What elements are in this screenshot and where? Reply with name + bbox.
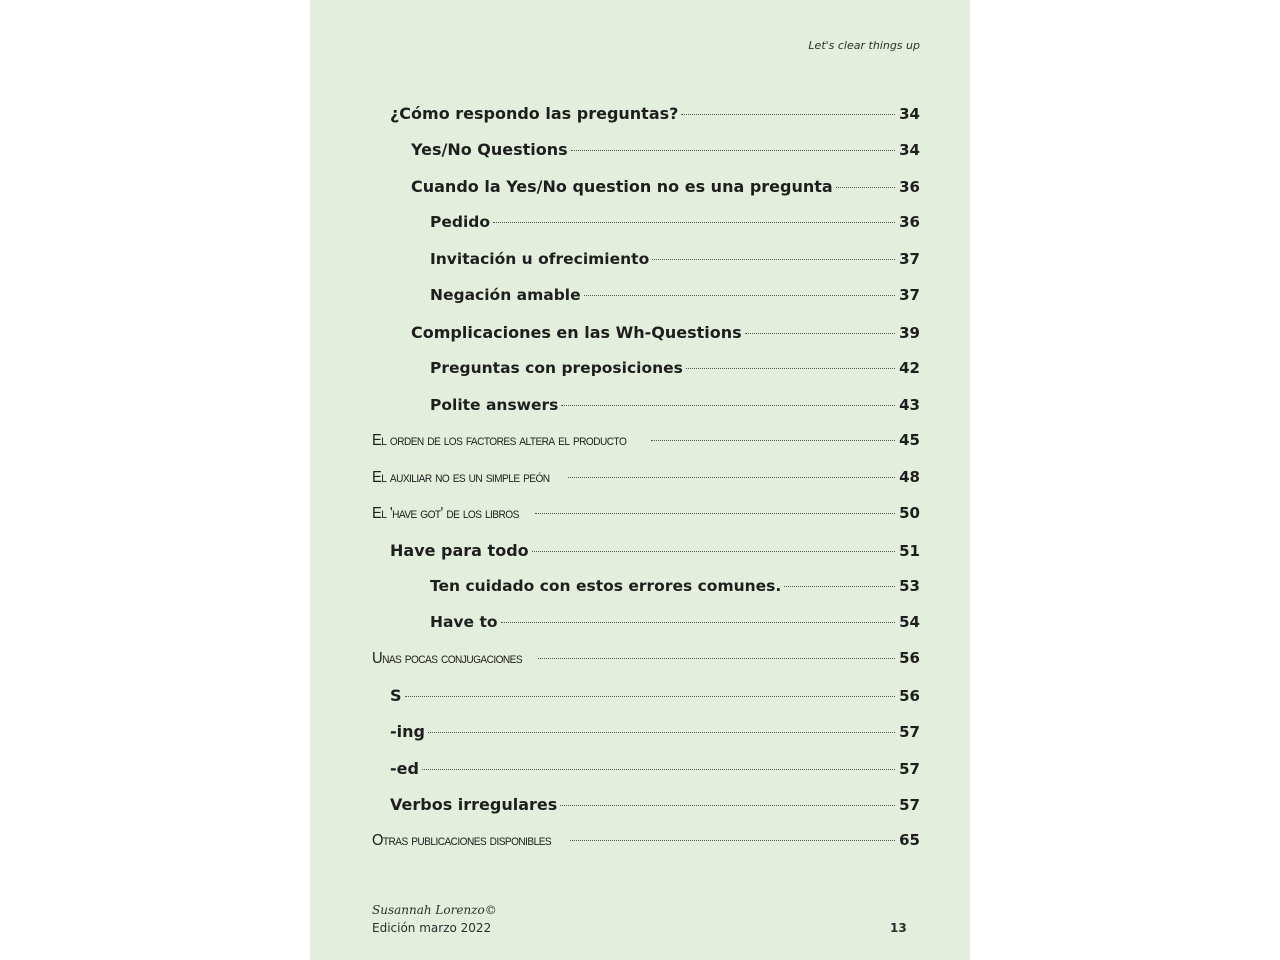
- toc-leader-dots: [428, 732, 895, 733]
- toc-entry-page: 37: [899, 250, 920, 268]
- toc-entry-title: Complicaciones en las Wh-Questions: [411, 323, 742, 342]
- toc-entry-title: El 'have got' de los libros: [372, 505, 519, 522]
- toc-leader-dots: [651, 440, 895, 441]
- toc-leader-dots: [501, 622, 896, 623]
- toc-entry-page: 50: [899, 504, 920, 522]
- toc-entry-title: -ed: [390, 759, 419, 778]
- toc-leader-dots: [836, 187, 895, 188]
- toc-entry-page: 48: [899, 468, 920, 486]
- toc-entry[interactable]: [390, 759, 920, 781]
- toc-entry-page: 57: [899, 723, 920, 741]
- toc-entry-title: S: [390, 686, 402, 705]
- toc-entry-title: Verbos irregulares: [390, 795, 558, 814]
- toc-entry-page: 42: [899, 359, 920, 377]
- toc-entry-page: 57: [899, 796, 920, 814]
- toc-leader-dots: [538, 658, 895, 659]
- toc-entry[interactable]: [372, 831, 920, 853]
- toc-entry[interactable]: [372, 504, 920, 526]
- toc-entry[interactable]: [430, 286, 920, 308]
- toc-leader-dots: [681, 114, 895, 115]
- table-of-contents: [310, 0, 970, 960]
- toc-entry-title: Cuando la Yes/No question no es una pregunta: [411, 177, 833, 196]
- toc-entry[interactable]: [411, 177, 920, 199]
- toc-entry-title: Ten cuidado con estos errores comunes.: [430, 577, 782, 595]
- toc-entry-title: Preguntas con preposiciones: [430, 359, 683, 377]
- toc-leader-dots: [652, 259, 895, 260]
- toc-entry-title: ¿Cómo respondo las preguntas?: [390, 104, 679, 123]
- toc-entry-title: Negación amable: [430, 286, 581, 304]
- toc-entry-page: 36: [899, 178, 920, 196]
- toc-entry[interactable]: [430, 359, 920, 381]
- toc-entry-page: 34: [899, 105, 920, 123]
- document-page: [310, 0, 970, 960]
- toc-leader-dots: [784, 586, 895, 587]
- toc-entry[interactable]: [430, 250, 920, 272]
- running-header: Let's clear things up: [808, 39, 920, 52]
- toc-entry[interactable]: [390, 541, 920, 563]
- toc-leader-dots: [532, 551, 895, 552]
- toc-entry-page: 54: [899, 613, 920, 631]
- toc-entry[interactable]: [430, 213, 920, 235]
- toc-entry-title: -ing: [390, 722, 425, 741]
- footer-author: Susannah Lorenzo©: [372, 903, 497, 917]
- toc-entry-page: 57: [899, 760, 920, 778]
- toc-entry[interactable]: [390, 722, 920, 744]
- toc-entry-title: Invitación u ofrecimiento: [430, 250, 650, 268]
- toc-entry-title: Have para todo: [390, 541, 529, 560]
- toc-leader-dots: [686, 368, 895, 369]
- toc-entry-page: 36: [899, 213, 920, 231]
- toc-leader-dots: [570, 840, 895, 841]
- toc-leader-dots: [745, 333, 895, 334]
- toc-leader-dots: [535, 513, 896, 514]
- toc-leader-dots: [571, 150, 895, 151]
- toc-entry[interactable]: [430, 613, 920, 635]
- toc-entry-title: Pedido: [430, 213, 491, 231]
- toc-entry-page: 53: [899, 577, 920, 595]
- toc-leader-dots: [493, 222, 895, 223]
- toc-entry-title: Polite answers: [430, 396, 559, 414]
- toc-entry[interactable]: [430, 577, 920, 599]
- toc-entry-page: 37: [899, 286, 920, 304]
- toc-entry-title: Unas pocas conjugaciones: [372, 650, 523, 667]
- toc-entry-title: Have to: [430, 613, 498, 631]
- toc-entry[interactable]: [372, 468, 920, 490]
- toc-entry[interactable]: [430, 396, 920, 418]
- toc-entry-page: 56: [899, 649, 920, 667]
- toc-entry[interactable]: [390, 104, 920, 126]
- toc-entry-title: Yes/No Questions: [411, 140, 568, 159]
- toc-entry[interactable]: [372, 649, 920, 671]
- toc-entry-title: Otras publicaciones disponibles: [372, 832, 552, 849]
- toc-entry[interactable]: [372, 431, 920, 453]
- toc-entry[interactable]: [411, 140, 920, 162]
- toc-leader-dots: [584, 295, 896, 296]
- toc-entry-page: 34: [899, 141, 920, 159]
- toc-entry-page: 65: [899, 831, 920, 849]
- toc-entry-page: 56: [899, 687, 920, 705]
- toc-entry-title: El orden de los factores altera el producto: [372, 432, 627, 449]
- toc-leader-dots: [561, 405, 895, 406]
- toc-entry-page: 39: [899, 324, 920, 342]
- toc-leader-dots: [568, 477, 895, 478]
- toc-entry-page: 43: [899, 396, 920, 414]
- toc-entry-page: 51: [899, 542, 920, 560]
- toc-entry[interactable]: [390, 795, 920, 817]
- toc-entry-page: 45: [899, 431, 920, 449]
- toc-entry[interactable]: [390, 686, 920, 708]
- toc-leader-dots: [560, 805, 895, 806]
- toc-entry[interactable]: [411, 323, 920, 345]
- toc-leader-dots: [405, 696, 896, 697]
- toc-entry-title: El auxiliar no es un simple peón: [372, 469, 550, 486]
- page-number: 13: [890, 921, 907, 935]
- footer-edition: Edición marzo 2022: [372, 921, 492, 935]
- toc-leader-dots: [422, 769, 895, 770]
